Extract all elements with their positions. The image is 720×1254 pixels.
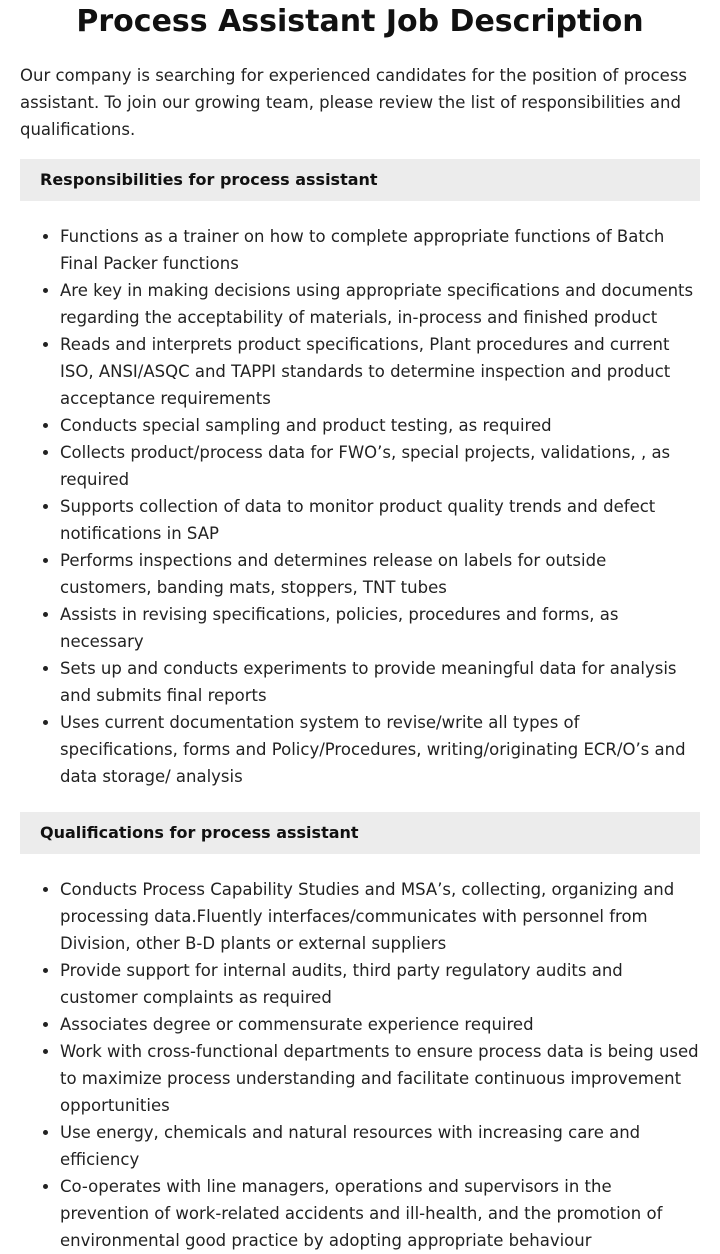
list-item: • Are key in making decisions using appropriate specifications and documents regarding the acceptability of materials, in-process and finished product — [60, 277, 700, 331]
responsibilities-list — [20, 223, 700, 790]
qualifications-list — [20, 876, 700, 1254]
list-item: • Conducts Process Capability Studies and MSA’s, collecting, organizing and processing data.Fluently interfaces/communicates with personnel from Division, other B-D plants or external suppliers — [60, 876, 700, 957]
list-item: • Conducts special sampling and product testing, as required — [60, 412, 700, 439]
list-item: • Uses current documentation system to revise/write all types of specifications, forms and Policy/Procedures, writing/originating ECR/O’s and data storage/ analysis — [60, 709, 700, 790]
list-item: • Supports collection of data to monitor product quality trends and defect notifications in SAP — [60, 493, 700, 547]
list-item: • Provide support for internal audits, third party regulatory audits and customer complaints as required — [60, 957, 700, 1011]
qualifications-heading: Qualifications for process assistant — [20, 812, 700, 854]
intro-paragraph: Our company is searching for experienced candidates for the position of process assistant. To join our growing team, please review the list of responsibilities and qualifications. — [20, 66, 688, 139]
list-item: • Functions as a trainer on how to complete appropriate functions of Batch Final Packer functions — [60, 223, 700, 277]
list-item: • Sets up and conducts experiments to provide meaningful data for analysis and submits final reports — [60, 655, 700, 709]
list-item: • Co-operates with line managers, operations and supervisors in the prevention of work-related accidents and ill-health, and the promotion of environmental good practice by adopting appropriate behaviour — [60, 1173, 700, 1254]
list-item: • Performs inspections and determines release on labels for outside customers, banding mats, stoppers, TNT tubes — [60, 547, 700, 601]
page-title: Process Assistant Job Description — [76, 4, 644, 39]
list-item: • Reads and interprets product specifications, Plant procedures and current ISO, ANSI/ASQC and TAPPI standards to determine inspection and product acceptance requirements — [60, 331, 700, 412]
responsibilities-heading: Responsibilities for process assistant — [20, 159, 700, 201]
list-item: • Assists in revising specifications, policies, procedures and forms, as necessary — [60, 601, 700, 655]
list-item: • Use energy, chemicals and natural resources with increasing care and efficiency — [60, 1119, 700, 1173]
list-item: • Collects product/process data for FWO’s, special projects, validations, , as required — [60, 439, 700, 493]
list-item: • Associates degree or commensurate experience required — [60, 1011, 700, 1038]
list-item: • Work with cross-functional departments to ensure process data is being used to maximize process understanding and facilitate continuous improvement opportunities — [60, 1038, 700, 1119]
